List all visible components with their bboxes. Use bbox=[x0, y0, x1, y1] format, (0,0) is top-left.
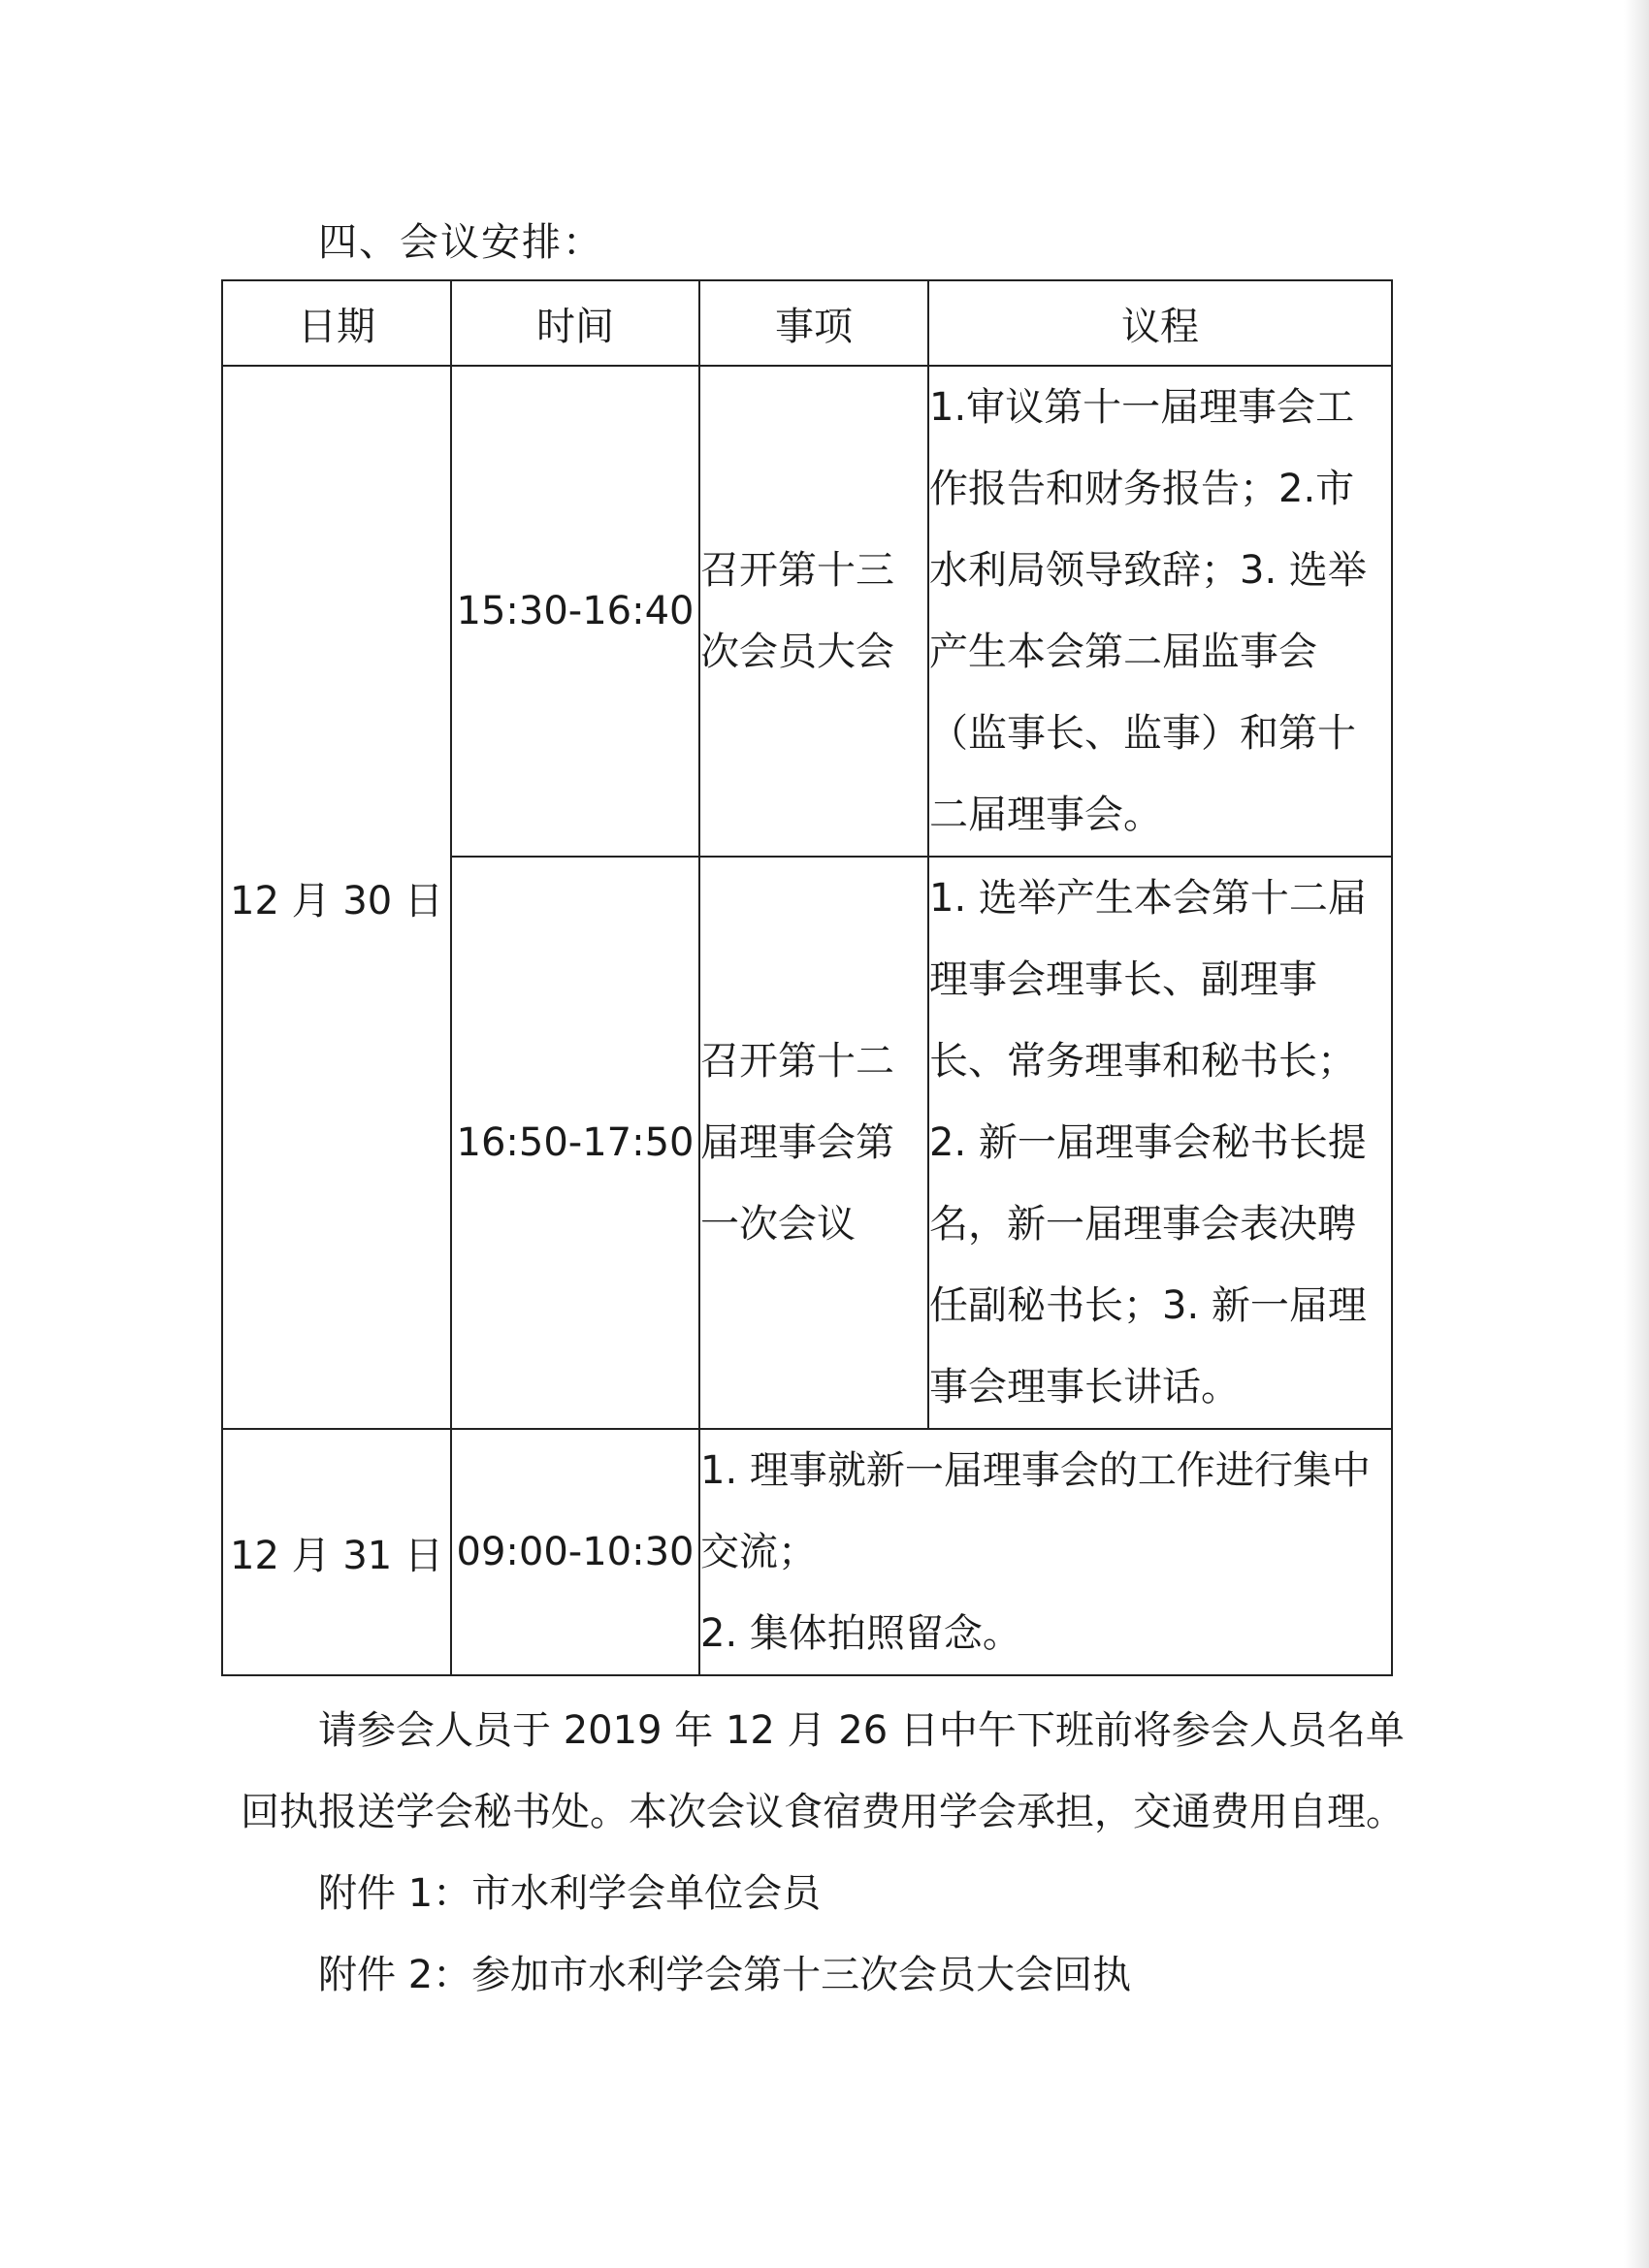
item-cell: 召开第十二届理事会第一次会议 bbox=[699, 857, 928, 1429]
header-date: 日期 bbox=[222, 280, 451, 366]
section-heading: 四、会议安排： bbox=[318, 220, 603, 265]
item-cell: 召开第十三次会员大会 bbox=[699, 366, 928, 857]
scan-edge bbox=[1624, 0, 1649, 2268]
agenda-line: 1. 理事就新一届理事会的工作进行集中交流； bbox=[700, 1448, 1371, 1574]
date-cell: 12 月 31 日 bbox=[222, 1429, 451, 1675]
notice-paragraph-line1: 请参会人员于 2019 年 12 月 26 日中午下班前将参会人员名单 bbox=[318, 1708, 1405, 1753]
agenda-cell: 1.审议第十一届理事会工作报告和财务报告；2.市水利局领导致辞；3. 选举产生本会第二届监事会（监事长、监事）和第十二届理事会。 bbox=[928, 366, 1392, 857]
meeting-schedule-table bbox=[221, 279, 1393, 1676]
attachment-1: 附件 1：市水利学会单位会员 bbox=[318, 1871, 822, 1916]
table-row bbox=[222, 366, 1392, 857]
header-agenda: 议程 bbox=[928, 280, 1392, 366]
time-cell: 16:50-17:50 bbox=[451, 857, 699, 1429]
time-cell: 09:00-10:30 bbox=[451, 1429, 699, 1675]
agenda-line: 2. 集体拍照留念。 bbox=[700, 1611, 1021, 1656]
time-cell: 15:30-16:40 bbox=[451, 366, 699, 857]
date-cell: 12 月 30 日 bbox=[222, 366, 451, 1429]
agenda-cell: 1. 选举产生本会第十二届理事会理事长、副理事长、常务理事和秘书长；2. 新一届理事会秘书长提名，新一届理事会表决聘任副秘书长；3. 新一届理事会理事长讲话。 bbox=[928, 857, 1392, 1429]
agenda-cell bbox=[699, 1429, 1392, 1675]
table-header-row bbox=[222, 280, 1392, 366]
header-item: 事项 bbox=[699, 280, 928, 366]
header-time: 时间 bbox=[451, 280, 699, 366]
table-row bbox=[222, 1429, 1392, 1675]
attachment-2: 附件 2：参加市水利学会第十三次会员大会回执 bbox=[318, 1953, 1132, 1997]
notice-paragraph-line2: 回执报送学会秘书处。本次会议食宿费用学会承担，交通费用自理。 bbox=[241, 1790, 1405, 1834]
